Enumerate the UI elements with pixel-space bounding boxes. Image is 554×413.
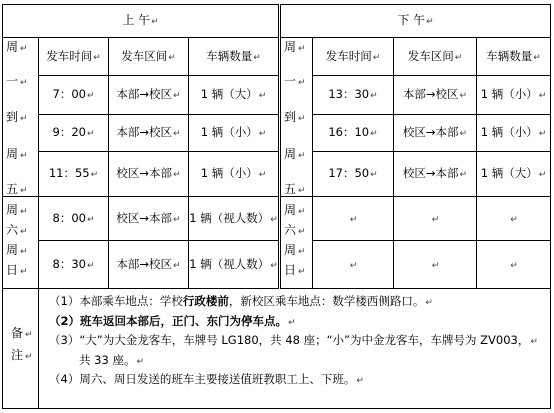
pm-time-cell: 13：30↵ — [313, 76, 394, 115]
table-row — [3, 241, 551, 289]
col-header-route-am: 发车区间↵ — [109, 38, 189, 76]
pm-empty-cell: ↵ — [394, 197, 477, 241]
table-row — [3, 197, 551, 241]
table-row — [3, 152, 551, 197]
pm-count-cell: 1 辆（大）↵ — [477, 152, 551, 197]
col-header-time-am: 发车时间↵ — [39, 38, 109, 76]
am-time-cell: 11：55↵ — [39, 152, 109, 197]
weekend-label-am: 周 ↵ 六 ↵ 周 ↵ 日 ↵ — [3, 197, 39, 289]
am-count-cell: 1 辆（视人数）↵ — [189, 241, 280, 289]
col-header-time-pm: 发车时间↵ — [313, 38, 394, 76]
weekend-label-pm: 周 ↵ 六 ↵ 周 ↵ 日 ↵ — [280, 197, 313, 289]
am-route-cell: 本部→校区↵ — [109, 76, 189, 115]
pm-empty-cell: ↵ — [394, 241, 477, 289]
weekday-label-pm: 周 ↵ 一 ↵ 到 ↵ 周 ↵ 五 ↵ — [280, 38, 313, 197]
header-am: 上 午 — [122, 13, 151, 28]
am-route-cell: 本部→校区↵ — [109, 241, 189, 289]
pm-empty-cell: ↵ — [313, 197, 394, 241]
notes-content — [39, 289, 551, 409]
pm-time-cell: 16：10↵ — [313, 115, 394, 152]
pm-route-cell: 校区→本部↵ — [394, 152, 477, 197]
shuttle-schedule-table — [2, 4, 551, 409]
pm-time-cell: 17：50↵ — [313, 152, 394, 197]
pm-empty-cell: ↵ — [477, 197, 551, 241]
note-3: （3）“大”为大金龙客车，车牌号 LG180，共 48 座；“小”为中金龙客车，车牌号为 ZV003，↵ — [49, 333, 538, 347]
pm-empty-cell: ↵ — [313, 241, 394, 289]
weekday-label-am: 周 ↵ 一 ↵ 到 ↵ 周 ↵ 五 ↵ — [3, 38, 39, 197]
pm-empty-cell: ↵ — [477, 241, 551, 289]
table-row — [3, 115, 551, 152]
am-count-cell: 1 辆（视人数）↵ — [189, 197, 280, 241]
pm-route-cell: 本部→校区↵ — [394, 76, 477, 115]
table-row — [3, 76, 551, 115]
am-time-cell: 9：20↵ — [39, 115, 109, 152]
am-time-cell: 7：00↵ — [39, 76, 109, 115]
pm-route-cell: 校区→本部↵ — [394, 115, 477, 152]
header-am-cell: 上 午↵ — [3, 5, 280, 38]
am-time-cell: 8：00↵ — [39, 197, 109, 241]
col-header-count-am: 车辆数量↵ — [189, 38, 280, 76]
col-header-count-pm: 车辆数量↵ — [477, 38, 551, 76]
note-1: （1）本部乘车地点：学校行政楼前，新校区乘车地点：数学楼西侧路口。↵ — [49, 294, 433, 308]
am-route-cell: 校区→本部↵ — [109, 152, 189, 197]
am-count-cell: 1 辆（大）↵ — [189, 76, 280, 115]
header-pm: 下 午 — [397, 13, 426, 28]
pm-count-cell: 1 辆（小）↵ — [477, 115, 551, 152]
am-route-cell: 本部→校区↵ — [109, 115, 189, 152]
pm-count-cell: 1 辆（小）↵ — [477, 76, 551, 115]
am-time-cell: 8：30↵ — [39, 241, 109, 289]
note-4: （4）周六、周日发送的班车主要接送值班教职工上、下班。↵ — [49, 372, 364, 386]
notes-label: 备 ↵ 注 ↵ — [3, 289, 39, 409]
col-header-route-pm: 发车区间↵ — [394, 38, 477, 76]
header-pm-cell: 下 午↵ — [280, 5, 551, 38]
am-route-cell: 校区→本部↵ — [109, 197, 189, 241]
am-count-cell: 1 辆（小）↵ — [189, 115, 280, 152]
note-2: （2）班车返回本部后，正门、东门为停车点。↵ — [49, 313, 296, 328]
am-count-cell: 1 辆（小）↵ — [189, 152, 280, 197]
note-3-continued: 共 33 座。↵ — [79, 352, 144, 367]
